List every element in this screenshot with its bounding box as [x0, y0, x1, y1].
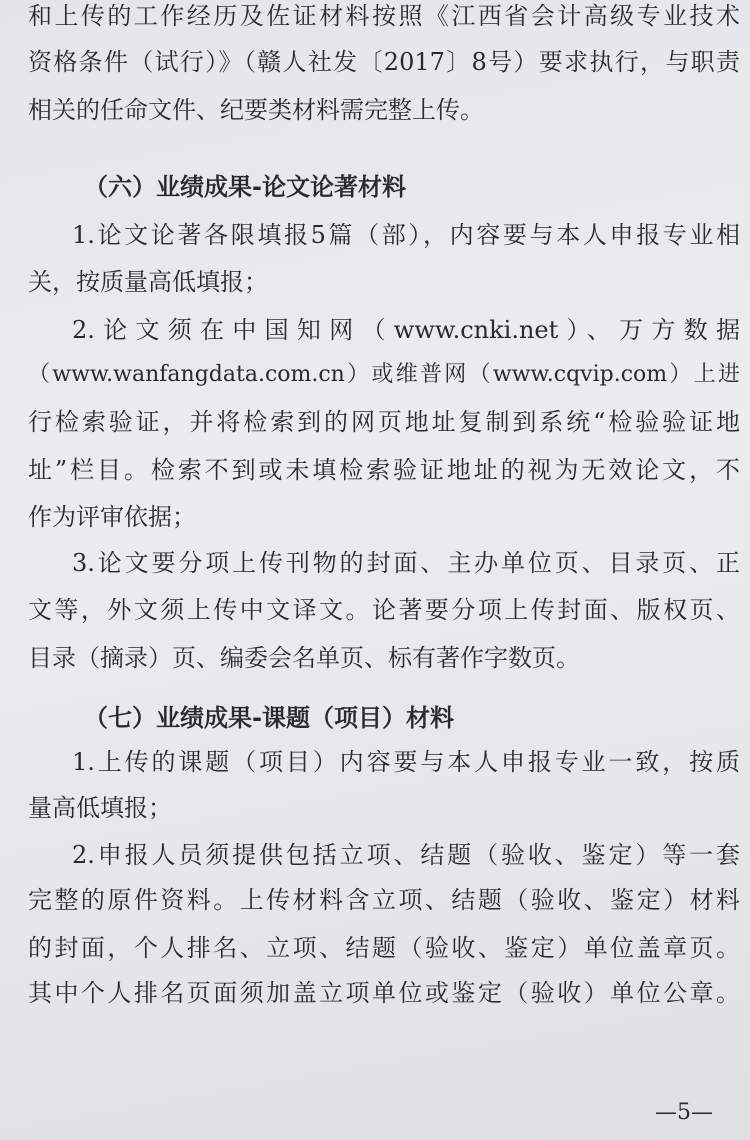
body-line: 文等，外文须上传中文译文。论著要分项上传封面、版权页、 — [28, 596, 740, 624]
body-line: 目录（摘录）页、编委会名单页、标有著作字数页。 — [28, 644, 580, 672]
body-line: 和上传的工作经历及佐证材料按照《江西省会计高级专业技术 — [28, 2, 740, 30]
body-line: 行检索验证，并将检索到的网页地址复制到系统“检验验证地 — [28, 408, 740, 436]
body-line: 1.论文论著各限填报5篇（部），内容要与本人申报专业相 — [72, 221, 740, 249]
section-heading-7: （七）业绩成果-课题（项目）材料 — [84, 704, 454, 732]
body-line: 1.上传的课题（项目）内容要与本人申报专业一致，按质 — [72, 748, 740, 776]
body-line: 相关的任命文件、纪要类材料需完整上传。 — [28, 96, 484, 124]
body-line: 2.论文须在中国知网（www.cnki.net）、万方数据 — [72, 316, 740, 344]
body-line: 3.论文要分项上传刊物的封面、主办单位页、目录页、正 — [72, 549, 740, 577]
section-heading-6: （六）业绩成果-论文论著材料 — [84, 173, 406, 201]
body-line: 量高低填报； — [28, 794, 172, 822]
body-line: 其中个人排名页面须加盖立项单位或鉴定（验收）单位公章。 — [28, 979, 740, 1007]
body-line: 的封面，个人排名、立项、结题（验收、鉴定）单位盖章页。 — [28, 934, 740, 962]
page-number: —5— — [655, 1100, 713, 1125]
body-line: 作为评审依据； — [28, 503, 196, 531]
body-line: 关，按质量高低填报； — [28, 268, 268, 296]
body-line: 址”栏目。检索不到或未填检索验证地址的视为无效论文，不 — [28, 456, 740, 484]
body-line: 资格条件（试行）》（赣人社发〔2017〕8号）要求执行，与职责 — [28, 48, 740, 76]
body-line: （www.wanfangdata.com.cn）或维普网（www.cqvip.com）上进 — [28, 362, 740, 387]
body-line: 2.申报人员须提供包括立项、结题（验收、鉴定）等一套 — [72, 841, 740, 869]
body-line: 完整的原件资料。上传材料含立项、结题（验收、鉴定）材料 — [28, 886, 740, 914]
